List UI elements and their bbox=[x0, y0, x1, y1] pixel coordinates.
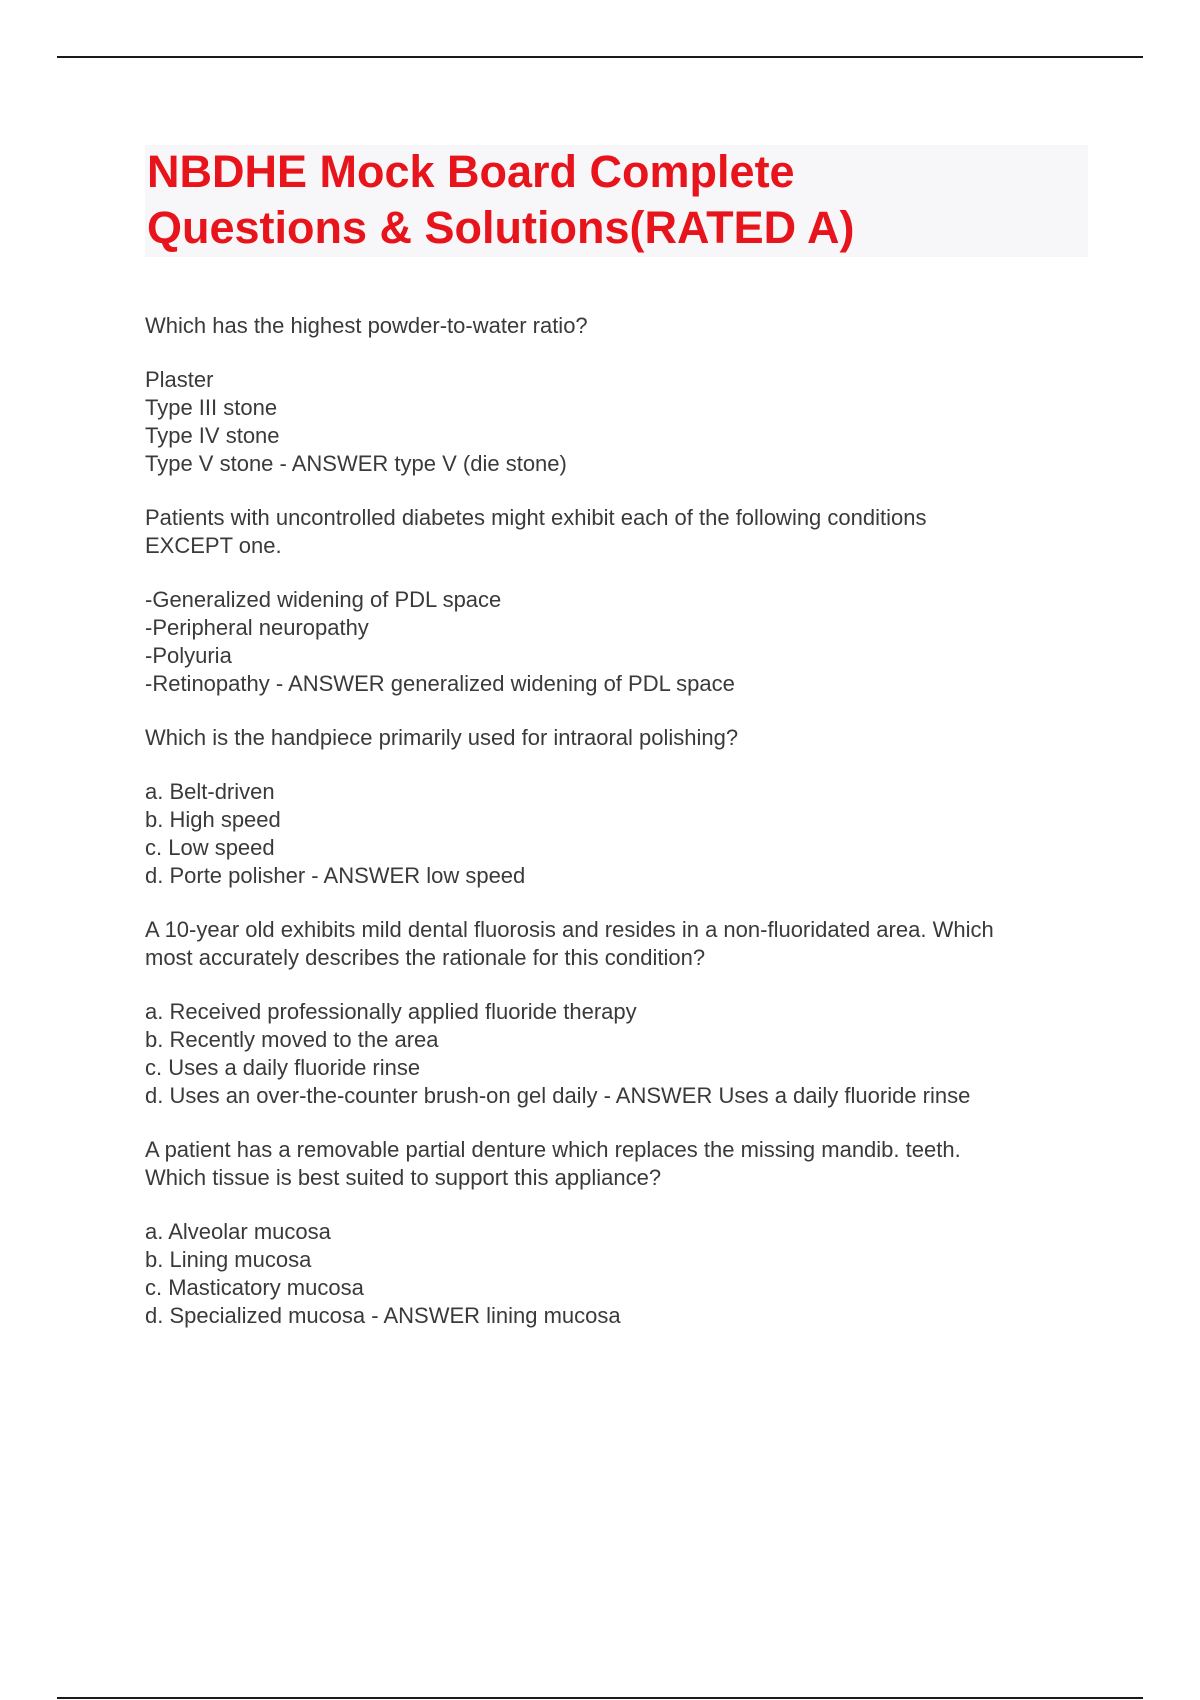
question-4 bbox=[145, 916, 1095, 1110]
question-stem bbox=[145, 724, 1095, 752]
answer-options bbox=[145, 998, 1095, 1110]
answer-options bbox=[145, 778, 1095, 890]
answer-option: c. Low speed bbox=[145, 835, 275, 860]
answer-option: -Retinopathy - ANSWER generalized widening of PDL space bbox=[145, 671, 735, 696]
top-rule bbox=[57, 56, 1143, 58]
answer-option: b. High speed bbox=[145, 807, 281, 832]
question-2 bbox=[145, 504, 1095, 698]
answer-options bbox=[145, 366, 1095, 478]
question-stem-line: Which has the highest powder-to-water ratio? bbox=[145, 313, 588, 338]
answer-option: d. Uses an over-the-counter brush-on gel daily - ANSWER Uses a daily fluoride rinse bbox=[145, 1083, 971, 1108]
question-stem-line: A 10-year old exhibits mild dental fluorosis and resides in a non-fluoridated area. Which bbox=[145, 917, 994, 942]
answer-option: d. Porte polisher - ANSWER low speed bbox=[145, 863, 526, 888]
question-3 bbox=[145, 724, 1095, 890]
question-stem bbox=[145, 1136, 1095, 1192]
question-stem-line: A patient has a removable partial denture which replaces the missing mandib. teeth. bbox=[145, 1137, 961, 1162]
answer-option: Type IV stone bbox=[145, 423, 280, 448]
question-5 bbox=[145, 1136, 1095, 1330]
answer-option: Type V stone - ANSWER type V (die stone) bbox=[145, 451, 567, 476]
answer-option: c. Uses a daily fluoride rinse bbox=[145, 1055, 421, 1080]
answer-option: Type III stone bbox=[145, 395, 278, 420]
question-stem bbox=[145, 504, 1095, 560]
answer-option: -Generalized widening of PDL space bbox=[145, 587, 502, 612]
bottom-rule bbox=[57, 1697, 1143, 1699]
answer-options bbox=[145, 1218, 1095, 1330]
question-stem-line: Which tissue is best suited to support this appliance? bbox=[145, 1165, 662, 1190]
answer-option: -Polyuria bbox=[145, 643, 232, 668]
question-stem-line: most accurately describes the rationale for this condition? bbox=[145, 945, 706, 970]
question-stem bbox=[145, 312, 1095, 340]
answer-option: b. Lining mucosa bbox=[145, 1247, 312, 1272]
answer-option: Plaster bbox=[145, 367, 214, 392]
answer-option: a. Alveolar mucosa bbox=[145, 1219, 331, 1244]
question-stem-line: Which is the handpiece primarily used for intraoral polishing? bbox=[145, 725, 739, 750]
question-stem-line: EXCEPT one. bbox=[145, 533, 282, 558]
document-title bbox=[147, 144, 854, 256]
question-stem bbox=[145, 916, 1095, 972]
answer-option: d. Specialized mucosa - ANSWER lining mucosa bbox=[145, 1303, 621, 1328]
answer-option: -Peripheral neuropathy bbox=[145, 615, 369, 640]
answer-option: b. Recently moved to the area bbox=[145, 1027, 439, 1052]
answer-options bbox=[145, 586, 1095, 698]
answer-option: a. Received professionally applied fluoride therapy bbox=[145, 999, 637, 1024]
question-1 bbox=[145, 312, 1095, 478]
answer-option: a. Belt-driven bbox=[145, 779, 275, 804]
question-list bbox=[145, 312, 1095, 1356]
answer-option: c. Masticatory mucosa bbox=[145, 1275, 364, 1300]
document-title-line-1: NBDHE Mock Board Complete bbox=[147, 146, 795, 197]
document-title-line-2: Questions & Solutions(RATED A) bbox=[147, 202, 855, 253]
question-stem-line: Patients with uncontrolled diabetes might exhibit each of the following conditions bbox=[145, 505, 927, 530]
